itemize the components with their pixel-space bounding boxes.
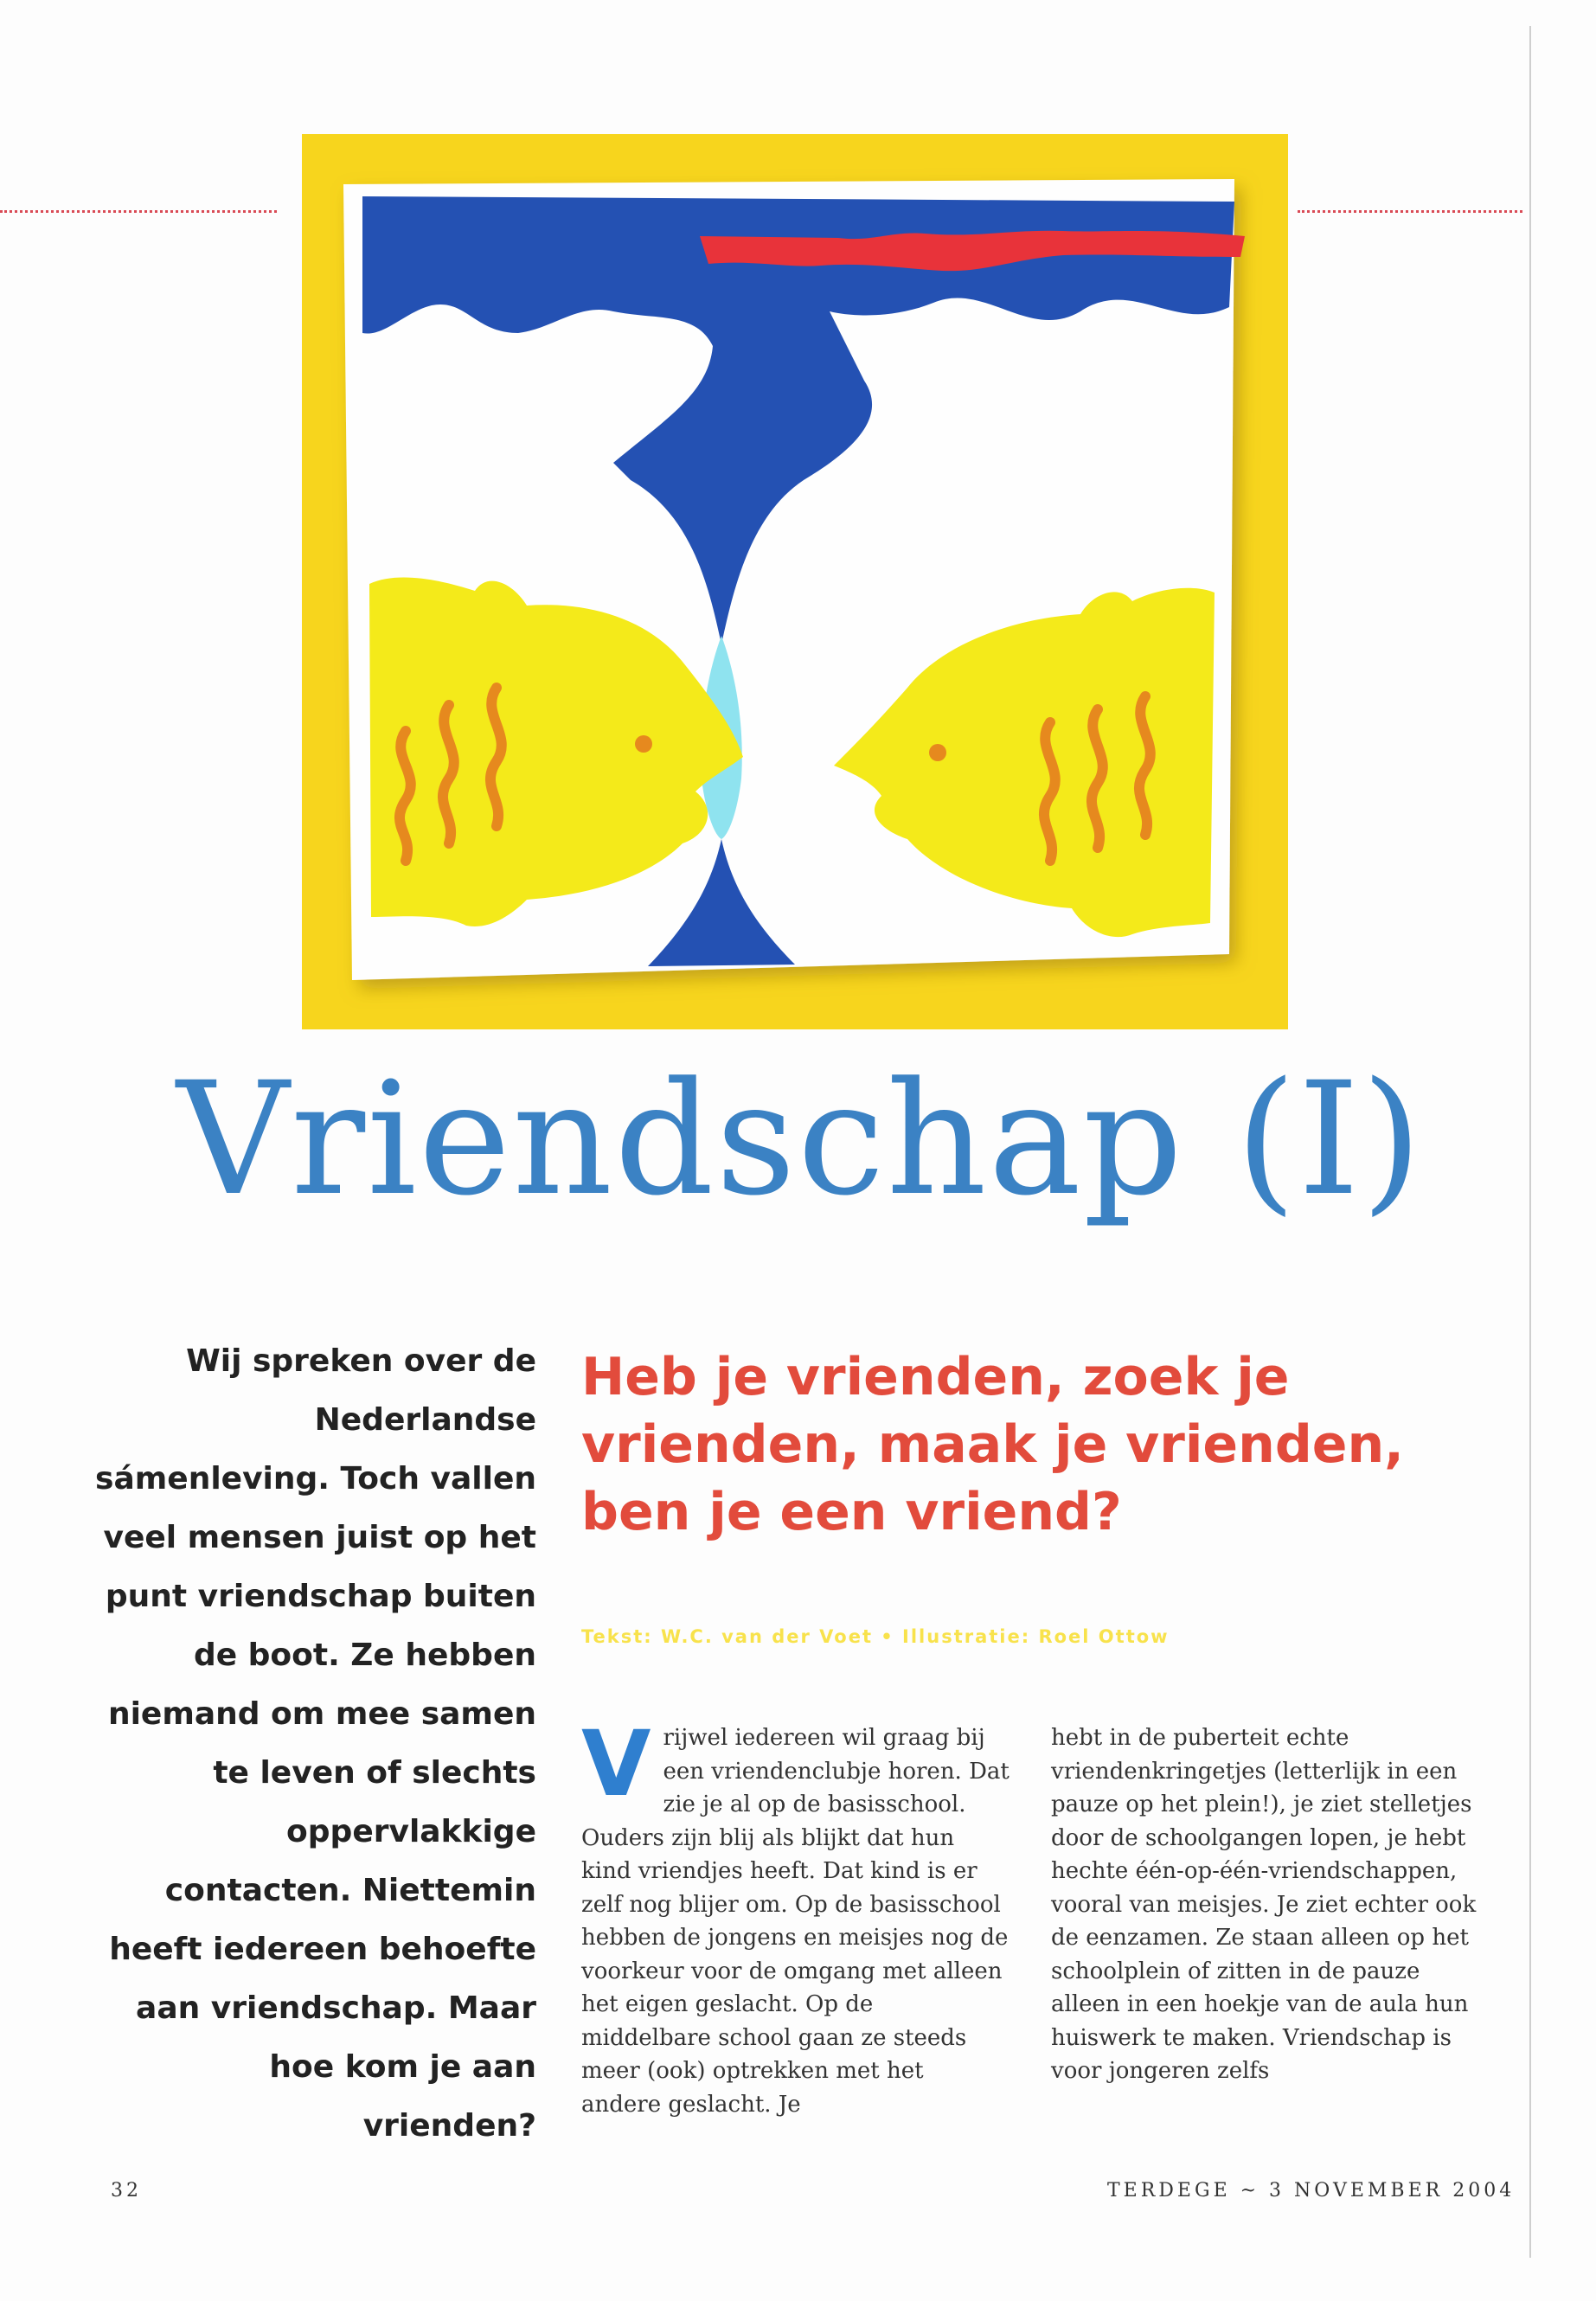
drop-cap: V (581, 1711, 651, 1817)
body-column-2-text: hebt in de puberteit echte vriendenkringetjes (letterlijk in een pauze op het plein!), je ziet stelletjes door de schoolgangen lopen, je hebt hechte één-op-één-vriendschappen, vooral van meisjes. Je ziet echter ook de eenzamen. Ze staan alleen op het schoolplein of zitten in de pauze alleen in een hoekje van de aula hun huiswerk te maken. Vriendschap is voor jongeren zelfs (1051, 1725, 1477, 2084)
two-fish-illustration (302, 134, 1288, 1029)
publication-footer: TERDEGE ~ 3 NOVEMBER 2004 (1107, 2180, 1516, 2202)
body-column-2 (1051, 1721, 1479, 2088)
article-credits: Tekst: W.C. van der Voet • Illustratie: Roel Ottow (581, 1626, 1170, 1647)
body-column-1-text: rijwel iedereen wil graag bij een vriendenclubje horen. Dat zie je al op de basisschool. Ouders zijn blij als blijkt dat hun kind vriendjes heeft. Dat kind is er zelf nog blijer om. Op de basisschool hebben de jongens en meisjes nog de voorkeur voor de omgang met alleen het eigen geslacht. Op de middelbare school gaan ze steeds meer (ook) optrekken met het andere geslacht. Je (581, 1725, 1010, 2118)
page-number: 32 (111, 2180, 142, 2202)
page-edge (1529, 26, 1531, 2258)
article-headline: Heb je vrienden, zoek je vrienden, maak je vrienden, ben je een vriend? (581, 1347, 1404, 1542)
decorative-rule-left (0, 210, 277, 213)
article-title: Vriendschap (I) (176, 1049, 1424, 1230)
decorative-rule-right (1298, 210, 1522, 213)
intro-text: Wij spreken over de Nederlandse sámenleving. Toch vallen veel mensen juist op het punt vriendschap buiten de boot. Ze hebben niemand om mee samen te leven of slechts oppervlakkige contacten. Niettemin heeft iedereen behoefte aan vriendschap. Maar hoe kom je aan vrienden? (95, 1343, 536, 2144)
body-column-1 (581, 1711, 1010, 2121)
intro-paragraph (95, 1332, 536, 2156)
